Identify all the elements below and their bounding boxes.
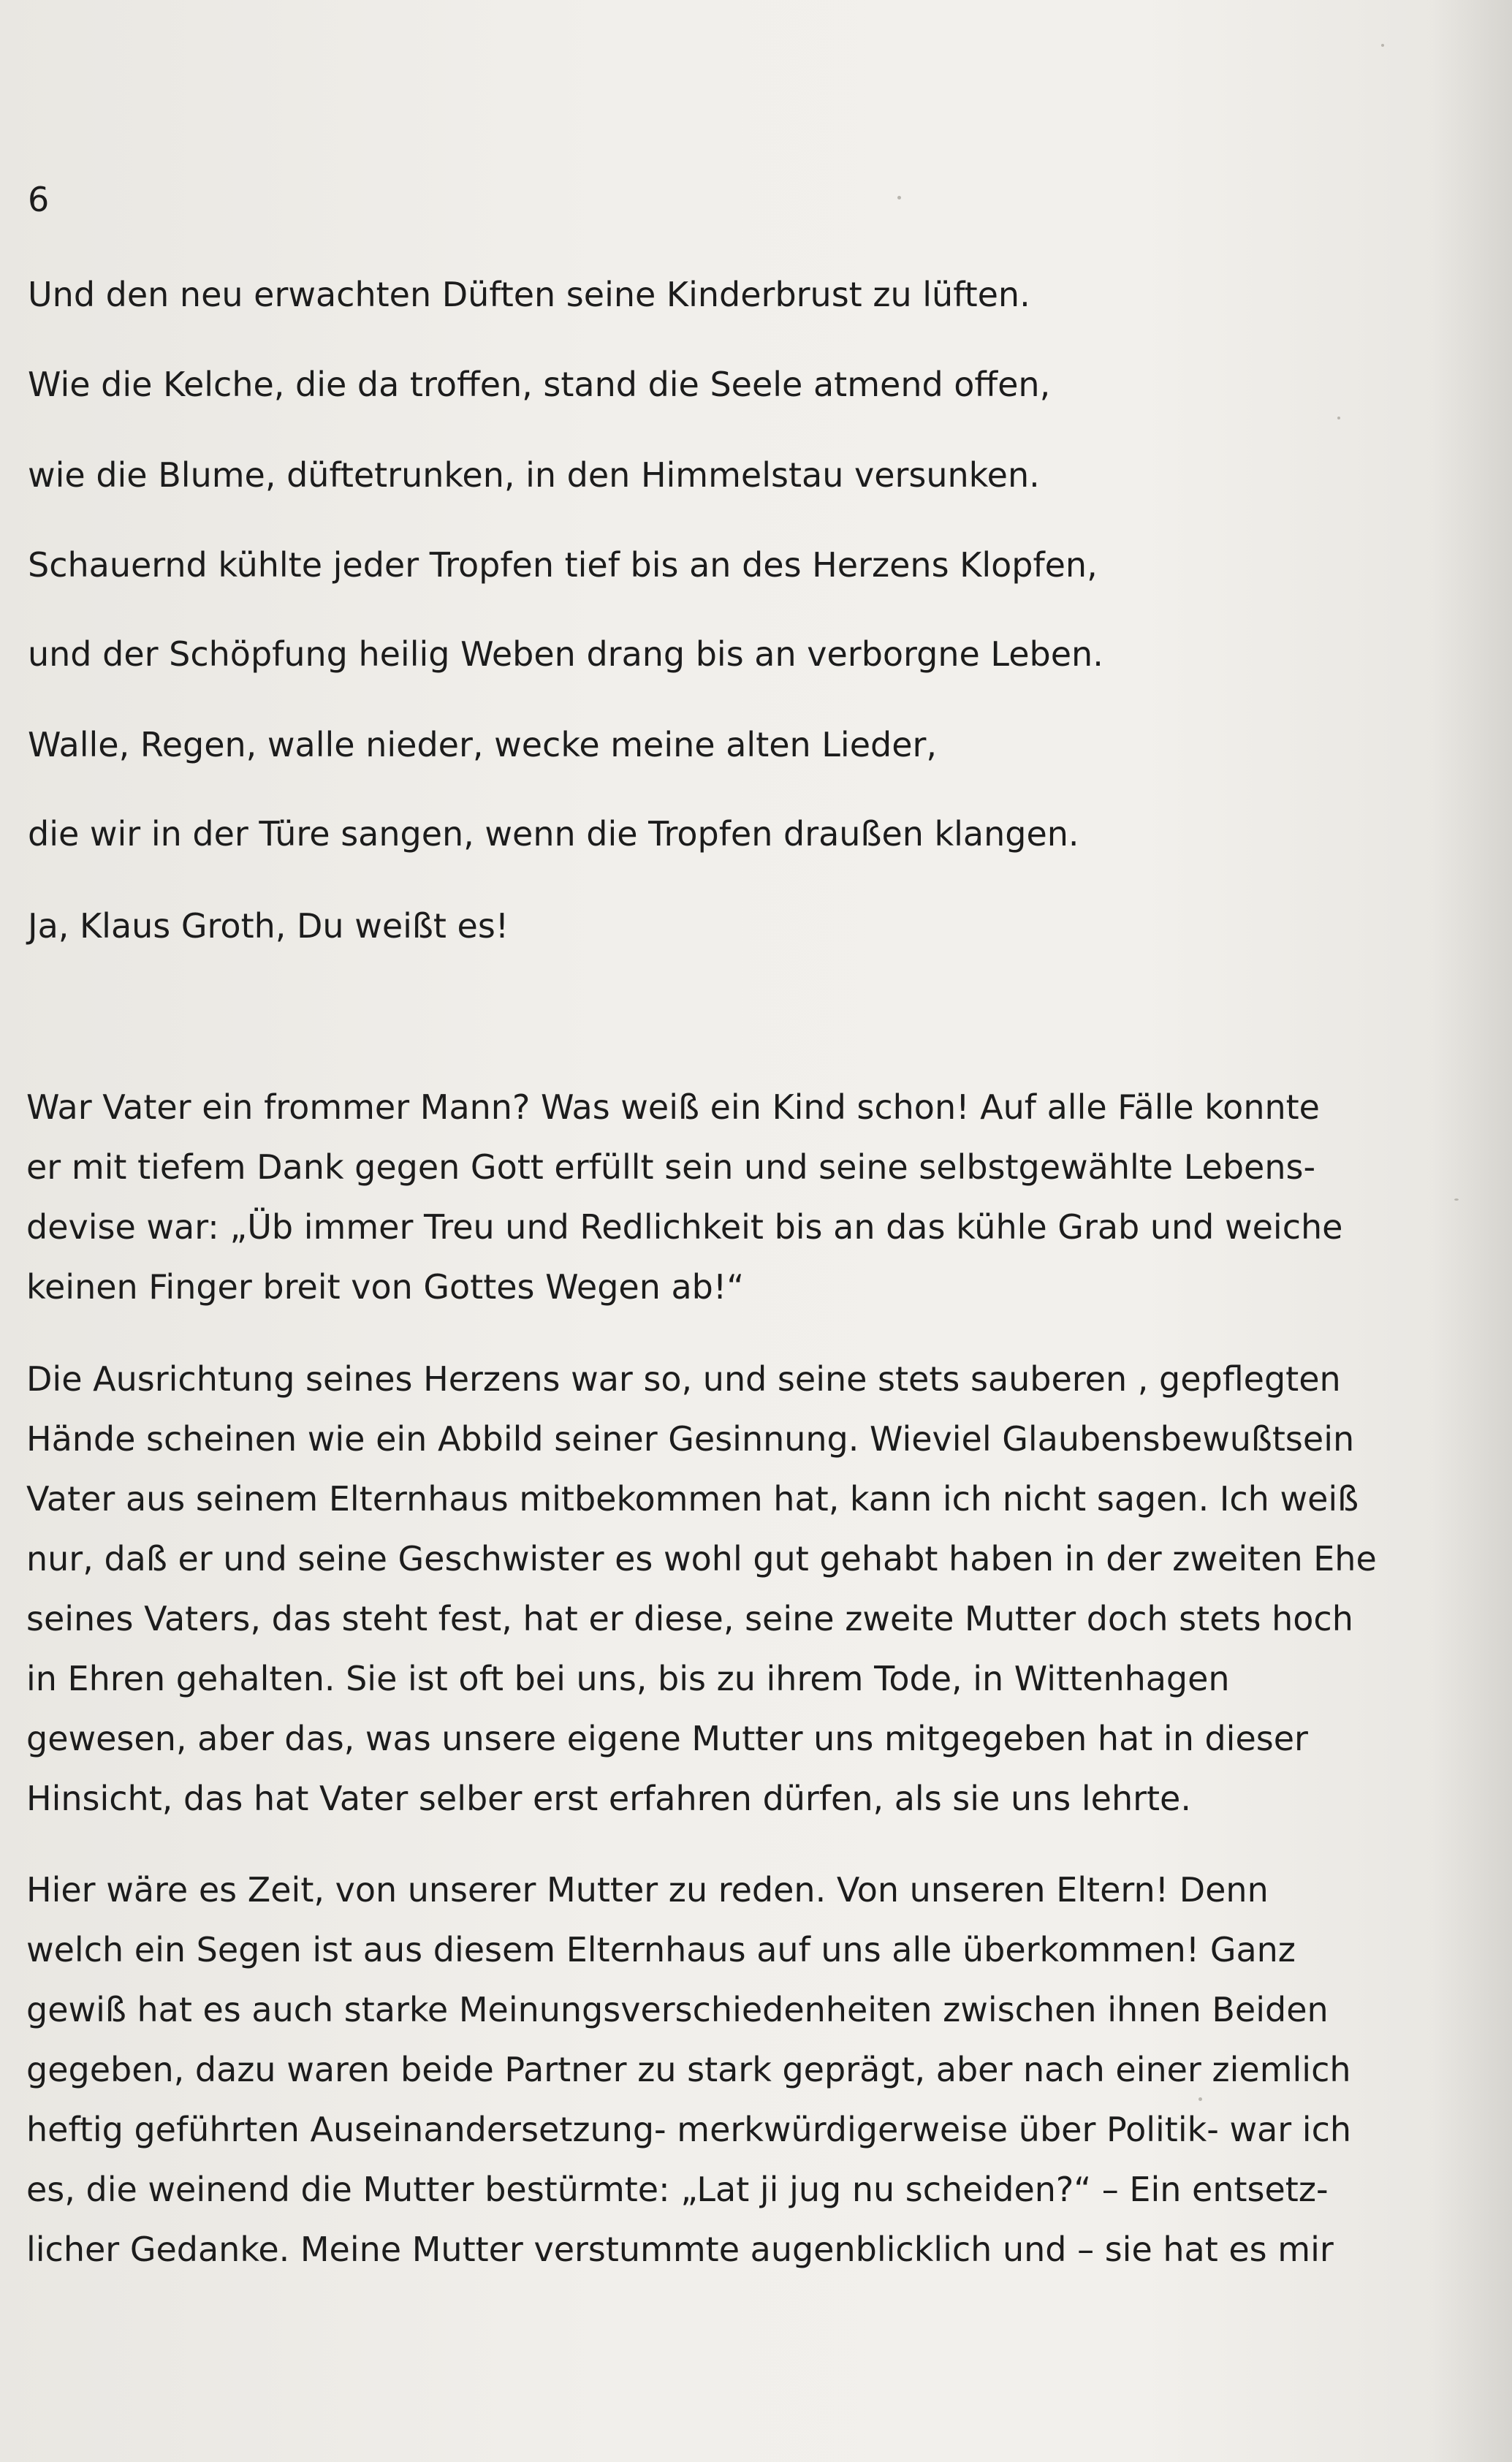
paragraph [26,1349,1377,1828]
verse-line: Wie die Kelche, die da troffen, stand die Seele atmend offen, [28,365,1051,404]
text-line: gewesen, aber das, was unsere eigene Mutter uns mitgegeben hat in dieser [26,1719,1308,1758]
verse-line: Walle, Regen, walle nieder, wecke meine alten Lieder, [28,725,938,764]
verse-line: die wir in der Türe sangen, wenn die Tropfen draußen klangen. [28,814,1079,854]
text-line: es, die weinend die Mutter bestürmte: „Lat ji jug nu scheiden?“ – Ein entsetz- [26,2170,1329,2209]
paper-speck [897,196,901,200]
text-line: nur, daß er und seine Geschwister es wohl gut gehabt haben in der zweiten Ehe [26,1539,1377,1578]
text-line: devise war: „Üb immer Treu und Redlichkeit bis an das kühle Grab und weiche [26,1207,1343,1247]
text-line: in Ehren gehalten. Sie ist oft bei uns, bis zu ihrem Tode, in Wittenhagen [26,1659,1230,1698]
text-line: gegeben, dazu waren beide Partner zu stark geprägt, aber nach einer ziemlich [26,2050,1351,2089]
text-line: er mit tiefem Dank gegen Gott erfüllt sein und seine selbstgewählte Lebens- [26,1147,1316,1187]
text-line: Vater aus seinem Elternhaus mitbekommen hat, kann ich nicht sagen. Ich weiß [26,1479,1359,1519]
text-line: Hände scheinen wie ein Abbild seiner Gesinnung. Wieviel Glaubensbewußtsein [26,1419,1355,1459]
paragraph [26,1860,1351,2279]
text-line: licher Gedanke. Meine Mutter verstummte augenblicklich und – sie hat es mir [26,2230,1334,2269]
paper-speck [1454,1198,1459,1201]
text-line: welch ein Segen ist aus diesem Elternhaus auf uns alle überkommen! Ganz [26,1930,1296,1969]
paper-speck [1337,417,1340,419]
text-line: Hinsicht, das hat Vater selber erst erfahren dürfen, als sie uns lehrte. [26,1779,1191,1818]
verse-line: wie die Blume, düftetrunken, in den Himmelstau versunken. [28,455,1040,495]
page-edge-shadow [1432,0,1512,2462]
text-line: seines Vaters, das steht fest, hat er diese, seine zweite Mutter doch stets hoch [26,1599,1353,1638]
paragraph [26,1077,1342,1317]
text-line: heftig geführten Auseinandersetzung- merkwürdigerweise über Politik- war ich [26,2110,1352,2149]
text-line: gewiß hat es auch starke Meinungsverschiedenheiten zwischen ihnen Beiden [26,1990,1329,2029]
text-line: War Vater ein frommer Mann? Was weiß ein Kind schon! Auf alle Fälle konnte [26,1087,1320,1127]
text-line: keinen Finger breit von Gottes Wegen ab!“ [26,1267,745,1307]
verse-line: Ja, Klaus Groth, Du weißt es! [28,906,509,946]
text-line: Die Ausrichtung seines Herzens war so, und seine stets sauberen , gepflegten [26,1359,1341,1399]
verse-line: Und den neu erwachten Düften seine Kinderbrust zu lüften. [28,275,1030,314]
paper-speck [1381,44,1384,47]
text-line: Hier wäre es Zeit, von unserer Mutter zu reden. Von unseren Eltern! Denn [26,1870,1269,1910]
verse-line: und der Schöpfung heilig Weben drang bis an verborgne Leben. [28,634,1103,674]
page-number: 6 [28,180,50,219]
verse-line: Schauernd kühlte jeder Tropfen tief bis an des Herzens Klopfen, [28,545,1098,585]
